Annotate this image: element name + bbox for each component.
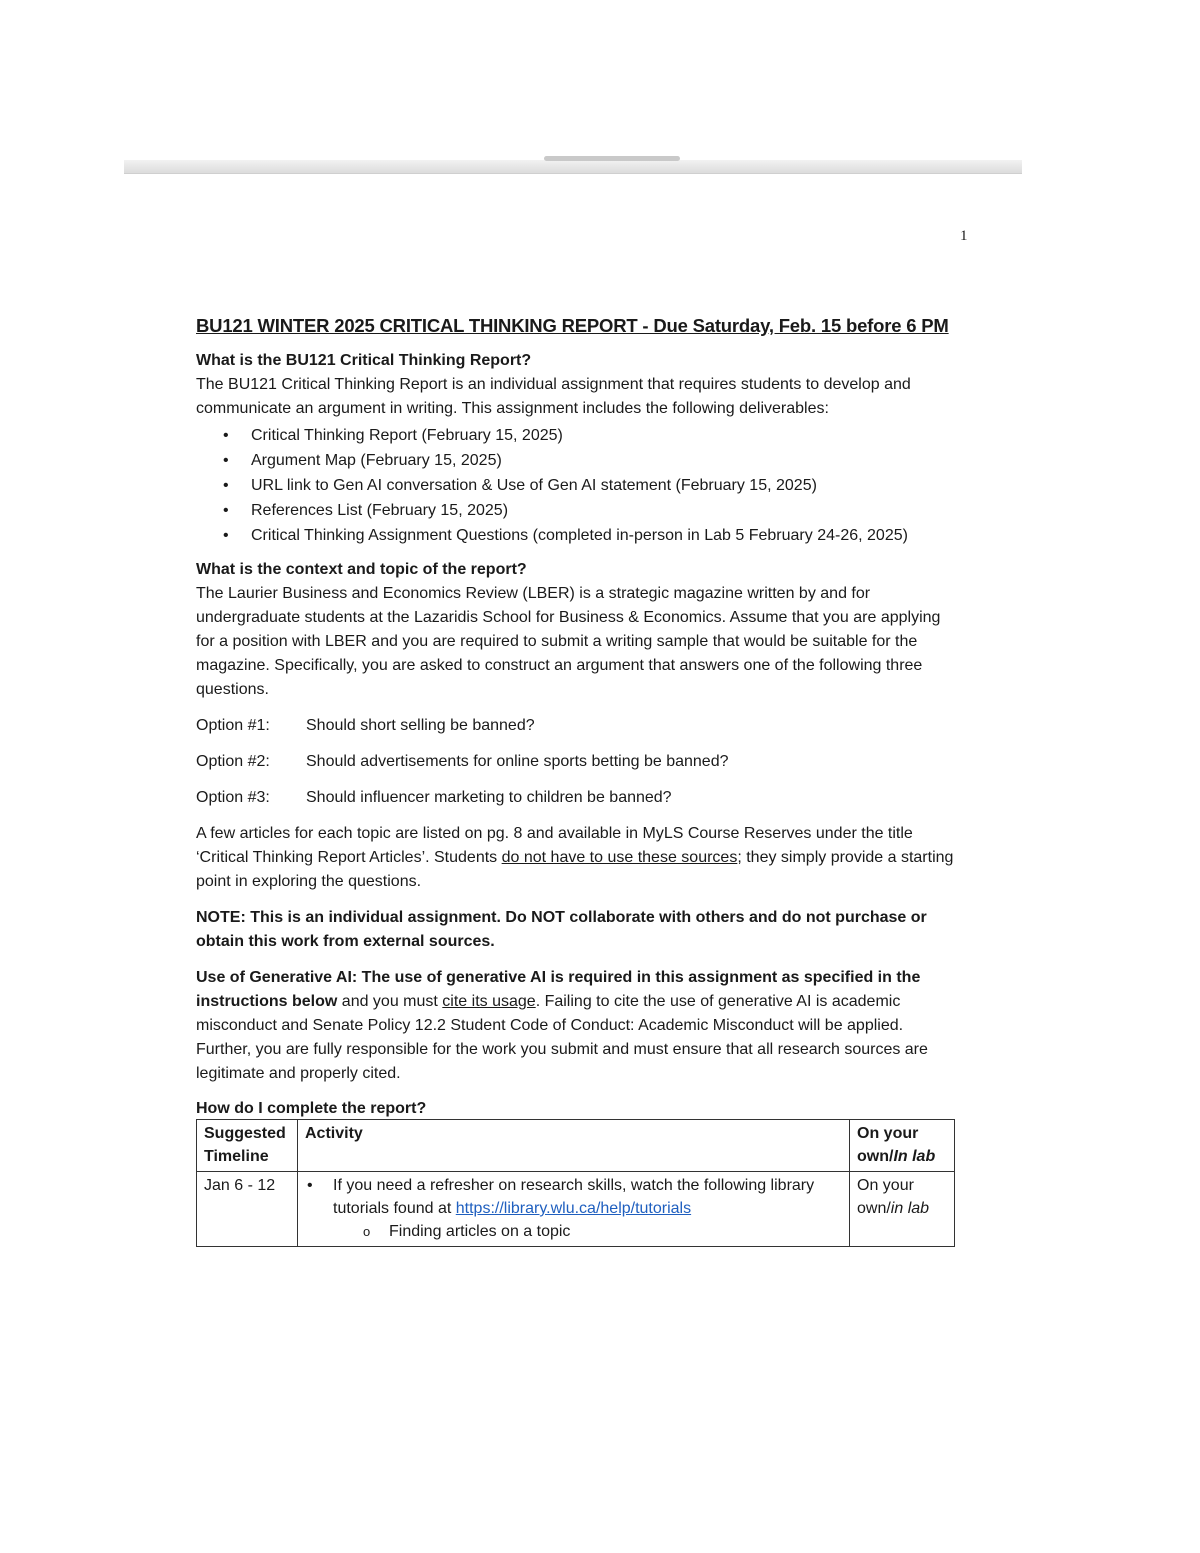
list-item-text: Critical Thinking Report (February 15, 2025) <box>251 427 563 444</box>
activity-list <box>305 1174 842 1220</box>
option-label: Option #3: <box>196 789 270 806</box>
option-text: Should advertisements for online sports betting be banned? <box>306 753 729 770</box>
header-on-your-own <box>850 1120 955 1172</box>
genai-text-end: . Failing to cite the use of generative AI is academic misconduct and Senate Policy 12.2 Student Code of Conduct: Academic Misconduct will be applied. Further, you are fully responsible for the work you submit and must ensure that all research sources are legitimate and properly cited. <box>196 993 928 1082</box>
articles-text-end: ; they simply provide a starting point in exploring the questions. <box>196 849 954 890</box>
list-item <box>196 473 958 498</box>
bullet-icon: • <box>307 1177 313 1194</box>
list-item-text: Argument Map (February 15, 2025) <box>251 452 502 469</box>
document-title: BU121 WINTER 2025 CRITICAL THINKING REPORT - Due Saturday, Feb. 15 before 6 PM <box>196 315 949 336</box>
articles-paragraph <box>196 822 958 894</box>
header-suggested-timeline: Suggested Timeline <box>197 1120 298 1172</box>
option-text: Should short selling be banned? <box>306 717 535 734</box>
list-item <box>305 1174 842 1220</box>
option-row-2 <box>196 750 958 774</box>
sub-list-item <box>305 1220 842 1243</box>
note-paragraph: NOTE: This is an individual assignment. Do NOT collaborate with others and do not purchase or obtain this work from external sources. <box>196 909 927 950</box>
option-text: Should influencer marketing to children be banned? <box>306 789 672 806</box>
list-item <box>196 423 958 448</box>
header-where-text: On your own/ <box>857 1125 919 1165</box>
list-item <box>196 523 958 548</box>
document-top-bar <box>124 160 1022 174</box>
section-heading-context-topic: What is the context and topic of the report? <box>196 561 527 578</box>
bullet-icon: • <box>223 502 229 519</box>
deliverables-list <box>196 423 958 548</box>
bullet-icon: • <box>223 452 229 469</box>
how-to-complete-heading: How do I complete the report? <box>196 1100 427 1117</box>
list-item <box>196 498 958 523</box>
section-body-what-is-report: The BU121 Critical Thinking Report is an individual assignment that requires students to develop and communicate an argument in writing. This assignment includes the following deliverables: <box>196 376 911 417</box>
section-heading-what-is-report: What is the BU121 Critical Thinking Report? <box>196 352 532 369</box>
header-where-italic: In lab <box>893 1148 936 1165</box>
option-row-1 <box>196 714 958 738</box>
articles-text: A few articles for each topic are listed on pg. 8 and available in MyLS Course Reserves under the title ‘Critical Thinking Report Articles’. Students <box>196 825 913 866</box>
articles-underlined-text: do not have to use these sources <box>501 849 738 866</box>
genai-text: and you must <box>337 993 443 1010</box>
document-page <box>196 313 958 1247</box>
genai-underlined-text: cite its usage <box>442 993 536 1010</box>
where-italic: in lab <box>890 1200 930 1217</box>
page-number: 1 <box>960 228 968 244</box>
list-item-text: References List (February 15, 2025) <box>251 502 509 519</box>
list-item-text: Critical Thinking Assignment Questions (completed in-person in Lab 5 February 24-26, 2025) <box>251 527 908 544</box>
bullet-icon: • <box>223 427 229 444</box>
list-item-text: URL link to Gen AI conversation & Use of Gen AI statement (February 15, 2025) <box>251 477 817 494</box>
option-label: Option #2: <box>196 753 270 770</box>
cell-where <box>850 1172 955 1247</box>
section-body-context-topic: The Laurier Business and Economics Review (LBER) is a strategic magazine written by and for undergraduate students at the Lazaridis School for Business & Economics. Assume that you are applying for a position with LBER and you are required to submit a writing sample that would be suitable for the magazine. Specifically, you are asked to construct an argument that answers one of the following three questions. <box>196 585 941 698</box>
scroll-handle[interactable] <box>544 156 680 161</box>
genai-bold-text: Use of Generative AI: The use of generative AI is required in this assignment as specified in the instructions below <box>196 969 921 1010</box>
where-text: On your own/ <box>857 1177 914 1217</box>
genai-paragraph <box>196 966 958 1086</box>
timeline-table <box>196 1119 955 1247</box>
bullet-icon: • <box>223 477 229 494</box>
library-tutorials-link[interactable]: https://library.wlu.ca/help/tutorials <box>455 1200 692 1217</box>
option-label: Option #1: <box>196 717 270 734</box>
bullet-icon: • <box>223 527 229 544</box>
circle-bullet-icon: o <box>363 1224 371 1239</box>
cell-timeline: Jan 6 - 12 <box>197 1172 298 1247</box>
option-row-3 <box>196 786 958 810</box>
table-header-row <box>197 1120 955 1172</box>
activity-text: If you need a refresher on research skills, watch the following library tutorials found at <box>333 1177 815 1217</box>
cell-activity <box>298 1172 850 1247</box>
list-item <box>196 448 958 473</box>
header-activity: Activity <box>298 1120 850 1172</box>
table-row <box>197 1172 955 1247</box>
sub-item-text: Finding articles on a topic <box>389 1223 571 1240</box>
